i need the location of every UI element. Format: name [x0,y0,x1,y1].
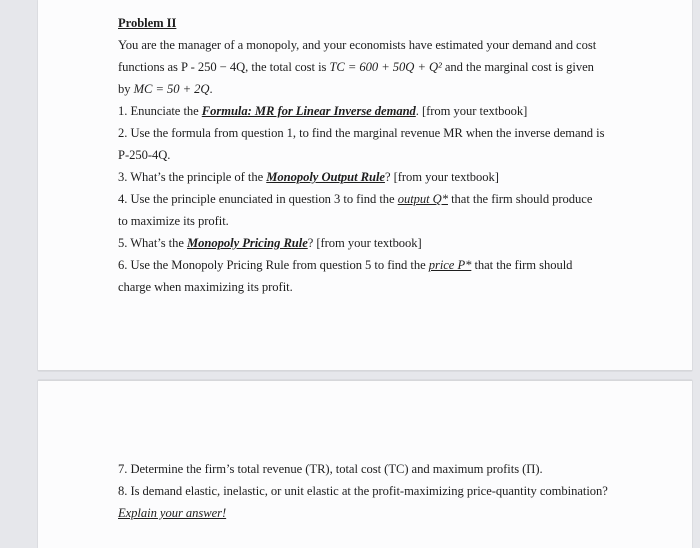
question-7: 7. Determine the firm’s total revenue (TR), total cost (TC) and maximum profits (Π). [118,462,543,476]
question-2-cont: P-250-4Q. [118,148,171,162]
question-4: 4. Use the principle enunciated in question 3 to find the output Q* that the firm should produce [118,192,593,206]
intro-line-3: by MC = 50 + 2Q. [118,82,213,96]
total-cost-formula: TC = 600 + 50Q + Q² [329,60,442,74]
question-8-explain: Explain your answer! [118,506,227,520]
question-8: 8. Is demand elastic, inelastic, or unit elastic at the profit-maximizing price-quantity combination? [118,484,608,498]
question-6-cont: charge when maximizing its profit. [118,280,293,294]
problem-card [38,0,692,371]
intro-line-2: functions as P - 250 − 4Q, the total cost is TC = 600 + 50Q + Q² and the marginal cost is given [118,60,594,74]
intro-line-1: You are the manager of a monopoly, and your economists have estimated your demand and cost [118,38,597,52]
question-2: 2. Use the formula from question 1, to find the marginal revenue MR when the inverse demand is [118,126,605,140]
marginal-cost-formula: MC = 50 + 2Q [133,82,210,96]
question-6: 6. Use the Monopoly Pricing Rule from question 5 to find the price P* that the firm should [118,258,573,272]
problem-title: Problem II [118,16,177,30]
question-5: 5. What’s the Monopoly Pricing Rule? [from your textbook] [118,236,422,250]
question-1: 1. Enunciate the Formula: MR for Linear Inverse demand. [from your textbook] [118,104,528,118]
question-3: 3. What’s the principle of the Monopoly Output Rule? [from your textbook] [118,170,499,184]
question-4-cont: to maximize its profit. [118,214,229,228]
